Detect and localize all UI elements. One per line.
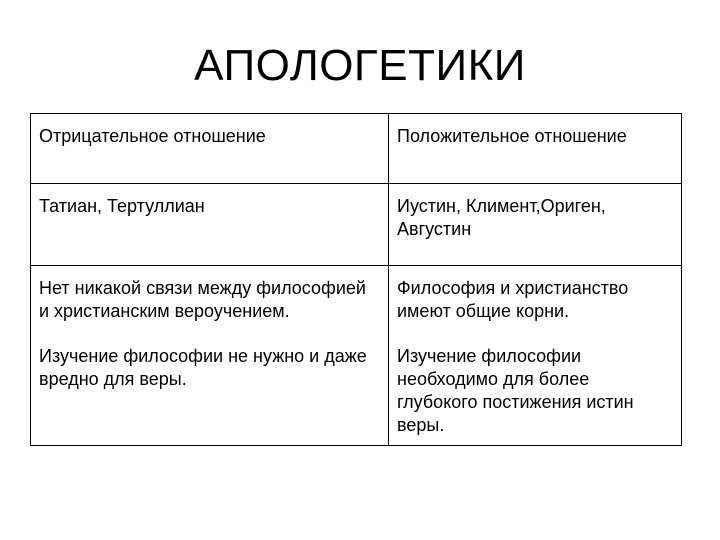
positive-attitude-header [389, 114, 682, 184]
apologist-names: Иустин, Климент,Ориген, Августин [397, 196, 606, 239]
positive-points-cell [389, 266, 682, 446]
negative-point: Изучение философии не нужно и даже вредно для веры. [39, 346, 367, 389]
table-row [31, 184, 682, 266]
column-header-label: Отрицательное отношение [39, 126, 266, 146]
table-row [31, 114, 682, 184]
apologist-names: Татиан, Тертуллиан [39, 196, 205, 216]
table-row [31, 266, 682, 446]
apologetics-table [30, 113, 682, 446]
negative-names-cell [31, 184, 389, 266]
column-header-label: Положительное отношение [397, 126, 627, 146]
negative-point: Нет никакой связи между философией и христианским вероучением. [39, 278, 366, 321]
negative-attitude-header [31, 114, 389, 184]
page-title: АПОЛОГЕТИКИ [194, 41, 526, 90]
negative-points-cell [31, 266, 389, 446]
positive-names-cell [389, 184, 682, 266]
positive-point: Изучение философии необходимо для более глубокого постижения истин веры. [397, 346, 634, 435]
positive-point: Философия и христианство имеют общие корни. [397, 278, 629, 321]
